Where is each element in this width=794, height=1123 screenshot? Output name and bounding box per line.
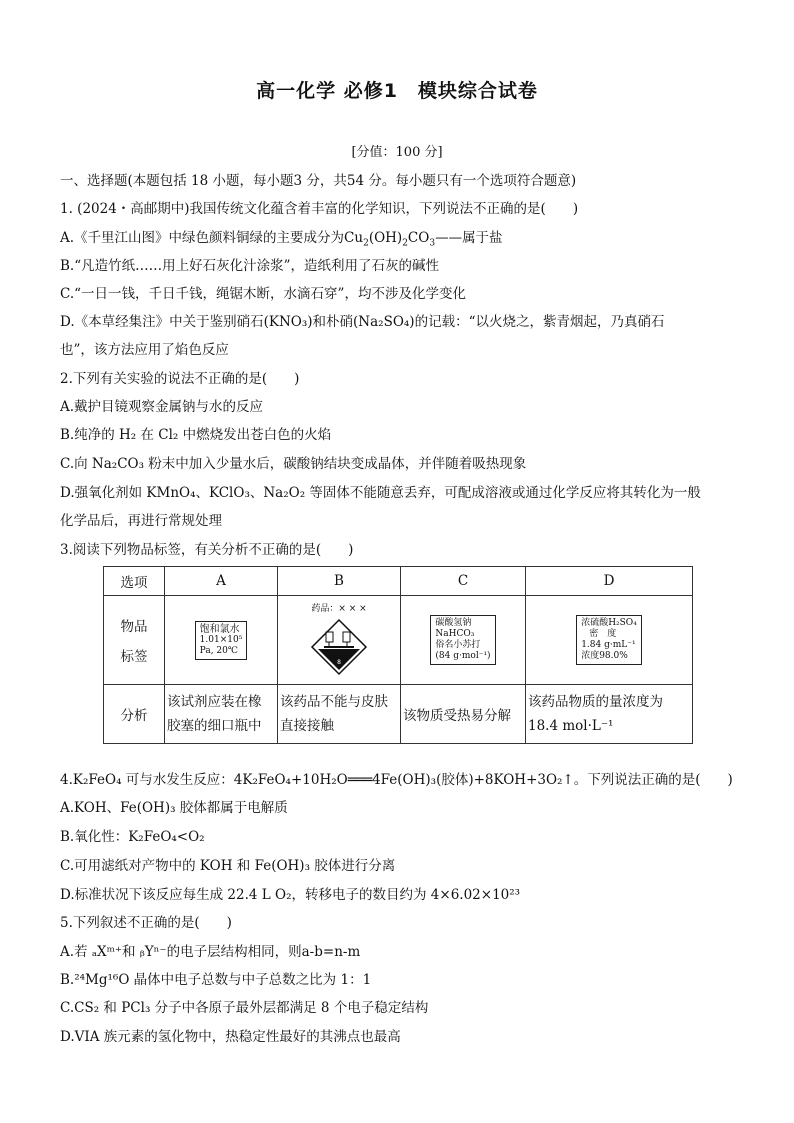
corrosive-hazard-icon bbox=[310, 618, 368, 676]
q1-stem: 1. (2024・高邮期中)我国传统文化蕴含着丰富的化学知识，下列说法不正确的是( ) bbox=[60, 201, 579, 217]
q3-table bbox=[103, 566, 693, 744]
score-note: [分值：100 分] bbox=[351, 145, 443, 160]
q1-option-d-cont: 也”，该方法应用了焰色反应 bbox=[60, 342, 229, 358]
q5-stem: 5.下列叙述不正确的是( ) bbox=[60, 915, 232, 931]
label-b-cell bbox=[278, 596, 401, 685]
page-title: 高一化学 必修1 模块综合试卷 bbox=[256, 80, 538, 102]
row-label-analysis: 分析 bbox=[104, 685, 165, 744]
label-a-box: 饱和氯水 1.01×10⁵ Pa, 20℃ bbox=[195, 621, 248, 660]
q5-option-b: B.²⁴Mg¹⁶O 晶体中电子总数与中子总数之比为 1：1 bbox=[60, 972, 372, 988]
q2-option-c: C.向 Na₂CO₃ 粉末中加入少量水后，碳酸钠结块变成晶体，并伴随着吸热现象 bbox=[60, 456, 527, 472]
label-c-box: 碳酸氢钠 NaHCO₃ 俗名小苏打 (84 g·mol⁻¹) bbox=[430, 615, 495, 665]
q1-option-c: C.“一日一钱，千日千钱，绳锯木断，水滴石穿”，均不涉及化学变化 bbox=[60, 286, 466, 302]
label-a-cell bbox=[165, 596, 278, 685]
q2-option-b: B.纯净的 H₂ 在 Cl₂ 中燃烧发出苍白色的火焰 bbox=[60, 427, 332, 443]
label-b-text: 药品：× × × bbox=[311, 603, 367, 614]
q4-option-b: B.氧化性：K₂FeO₄<O₂ bbox=[60, 829, 205, 845]
q2-stem: 2.下列有关实验的说法不正确的是( ) bbox=[60, 371, 300, 387]
q4-option-c: C.可用滤纸对产物中的 KOH 和 Fe(OH)₃ 胶体进行分离 bbox=[60, 858, 396, 874]
q4-option-d: D.标准状况下该反应每生成 22.4 L O₂，转移电子的数目约为 4×6.02×10²³ bbox=[60, 887, 521, 903]
table-header-c: C bbox=[401, 567, 526, 596]
q2-option-d: D.强氧化剂如 KMnO₄、KClO₃、Na₂O₂ 等固体不能随意丢弃，可配成溶液或通过化学反应将其转化为一般 bbox=[60, 485, 701, 501]
q2-option-a: A.戴护目镜观察金属钠与水的反应 bbox=[60, 399, 264, 415]
analysis-c: 该物质受热易分解 bbox=[401, 685, 526, 744]
analysis-d: 该药品物质的量浓度为 18.4 mol·L⁻¹ bbox=[526, 685, 693, 744]
q5-option-a: A.若 ₐXᵐ⁺和 ᵦYⁿ⁻的电子层结构相同，则a-b=n-m bbox=[60, 944, 361, 960]
q4-option-a: A.KOH、Fe(OH)₃ 胶体都属于电解质 bbox=[60, 800, 288, 816]
label-d-cell bbox=[526, 596, 693, 685]
section-heading: 一、选择题(本题包括 18 小题，每小题3 分，共54 分。每小题只有一个选项符合题意) bbox=[60, 173, 577, 189]
row-label-item: 物品 标签 bbox=[104, 596, 165, 685]
q1-option-b: B.“凡造竹纸……用上好石灰化汁涂浆”，造纸利用了石灰的碱性 bbox=[60, 258, 440, 274]
q3-stem: 3.阅读下列物品标签，有关分析不正确的是( ) bbox=[60, 542, 354, 558]
table-header-option: 选项 bbox=[104, 567, 165, 596]
q2-option-d-cont: 化学品后，再进行常规处理 bbox=[60, 513, 222, 529]
label-d-box: 浓硫酸H₂SO₄ 密 度 1.84 g·mL⁻¹ 浓度98.0% bbox=[576, 615, 642, 665]
analysis-a: 该试剂应装在橡 胶塞的细口瓶中 bbox=[165, 685, 278, 744]
label-c-cell bbox=[401, 596, 526, 685]
table-header-d: D bbox=[526, 567, 693, 596]
q4-stem: 4.K₂FeO₄ 可与水发生反应：4K₂FeO₄+10H₂O═══4Fe(OH)₃(胶体)+8KOH+3O₂↑。下列说法正确的是( ) bbox=[60, 772, 733, 788]
q5-option-c: C.CS₂ 和 PCl₃ 分子中各原子最外层都满足 8 个电子稳定结构 bbox=[60, 1000, 429, 1016]
q1-option-d: D.《本草经集注》中关于鉴别硝石(KNO₃)和朴硝(Na₂SO₄)的记载：“以火烧之，紫青烟起，乃真硝石 bbox=[60, 314, 665, 330]
table-header-a: A bbox=[165, 567, 278, 596]
analysis-b: 该药品不能与皮肤 直接接触 bbox=[278, 685, 401, 744]
q1-option-a: A.《千里江山图》中绿色颜料铜绿的主要成分为$Cu_2(OH)_2CO_3——$属于盐 bbox=[60, 230, 503, 249]
svg-text:8: 8 bbox=[337, 658, 341, 666]
q5-option-d: D.VIA 族元素的氢化物中，热稳定性最好的其沸点也最高 bbox=[60, 1029, 401, 1045]
table-header-b: B bbox=[278, 567, 401, 596]
